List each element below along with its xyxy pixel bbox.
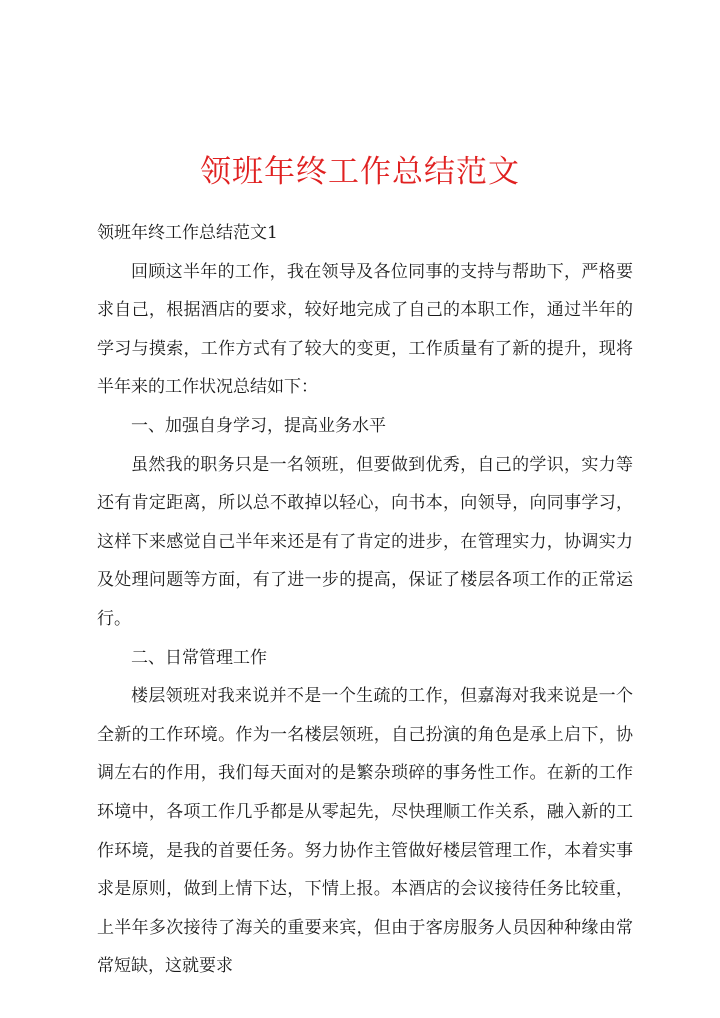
section-heading-1: 一、加强自身学习，提高业务水平 — [131, 415, 386, 436]
paragraph-intro: 回顾这半年的工作，我在领导及各位同事的支持与帮助下，严格要求自己，根据酒店的要求，较好地完成了自己的本职工作，通过半年的学习与摸索，工作方式有了较大的变更，工作质量有了新的提升，现将半年来的工作状况总结如下： — [97, 261, 633, 398]
section-heading-2: 二、日常管理工作 — [131, 647, 267, 668]
document-title: 领班年终工作总结范文 — [200, 154, 520, 190]
section-heading: 领班年终工作总结范文1 — [97, 223, 278, 243]
document-body — [97, 214, 633, 986]
paragraph-self-study: 虽然我的职务只是一名领班，但要做到优秀，自己的学识，实力等还有肯定距离，所以总不敢掉以轻心，向书本，向领导，向同事学习，这样下来感觉自己半年来还是有了肯定的进步，在管理实力，协调实力及处理问题等方面，有了进一步的提高，保证了楼层各项工作的正常运行。 — [97, 454, 633, 629]
paragraph-daily-management: 楼层领班对我来说并不是一个生疏的工作，但嘉海对我来说是一个全新的工作环境。作为一名楼层领班，自己扮演的角色是承上启下，协调左右的作用，我们每天面对的是繁杂琐碎的事务性工作。在新的工作环境中，各项工作几乎都是从零起先，尽快理顺工作关系，融入新的工作环境，是我的首要任务。努力协作主管做好楼层管理工作，本着实事求是原则，做到上情下达，下情上报。本酒店的会议接待任务比较重，上半年多次接待了海关的重要来宾，但由于客房服务人员因种种缘由常常短缺，这就要求 — [97, 686, 633, 977]
